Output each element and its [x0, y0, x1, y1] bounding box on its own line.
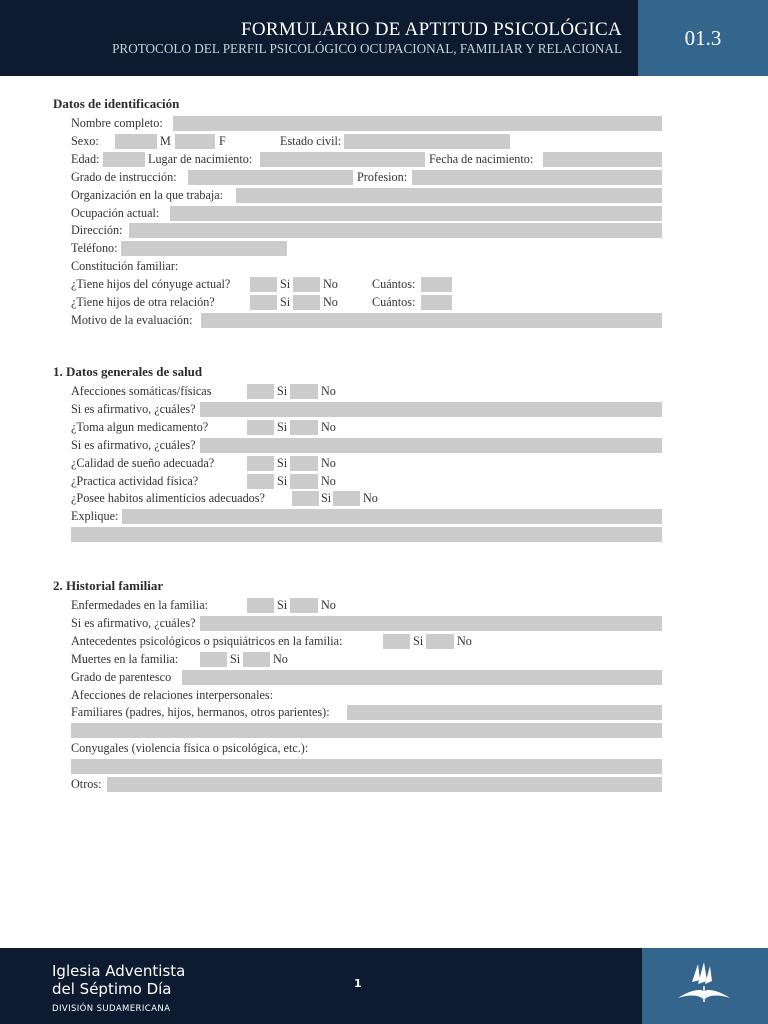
actividad-no-box[interactable]	[290, 474, 318, 489]
nombre-label: Nombre completo:	[71, 116, 163, 130]
sueno-label: ¿Calidad de sueño adecuada?	[71, 456, 215, 470]
antecedentes-no-box[interactable]	[426, 634, 454, 649]
hijos-otra-label: ¿Tiene hijos de otra relación?	[71, 295, 215, 309]
parentesco-field[interactable]	[182, 670, 662, 685]
grado-label: Grado de instrucción:	[71, 170, 177, 184]
muertes-si-box[interactable]	[200, 652, 227, 667]
edad-label: Edad:	[71, 152, 100, 166]
sueno-si-label: Si	[277, 456, 288, 470]
organization-name	[52, 962, 185, 1014]
medicamento-cuales-field[interactable]	[200, 438, 662, 453]
habitos-no-label: No	[363, 491, 378, 505]
telefono-field[interactable]	[121, 241, 287, 256]
hijos-otra-si-label: Si	[280, 295, 291, 309]
familiares-field[interactable]	[347, 705, 662, 720]
direccion-label: Dirección:	[71, 223, 123, 237]
medicamento-cuales-label: Si es afirmativo, ¿cuáles?	[71, 438, 196, 452]
profesion-label: Profesion:	[357, 170, 408, 184]
explique-field-line2[interactable]	[71, 527, 662, 542]
sueno-si-box[interactable]	[247, 456, 274, 471]
afecciones-cuales-field[interactable]	[200, 402, 662, 417]
afecciones-si-label: Si	[277, 384, 288, 398]
enfermedades-si-box[interactable]	[247, 598, 274, 613]
sueno-no-label: No	[321, 456, 336, 470]
motivo-field[interactable]	[201, 313, 662, 328]
explique-label: Explique:	[71, 509, 119, 523]
nombre-field[interactable]	[173, 116, 662, 131]
grado-field[interactable]	[188, 170, 353, 185]
medicamento-si-label: Si	[277, 420, 288, 434]
direccion-field[interactable]	[129, 223, 662, 238]
actividad-si-label: Si	[277, 474, 288, 488]
sexo-label: Sexo:	[71, 134, 99, 148]
otros-field[interactable]	[107, 777, 662, 792]
afecciones-cuales-label: Si es afirmativo, ¿cuáles?	[71, 402, 196, 416]
section-title-salud: 1. Datos generales de salud	[53, 364, 203, 379]
habitos-label: ¿Posee habitos alimenticios adecuados?	[71, 491, 265, 505]
sexo-f-label: F	[219, 134, 226, 148]
hijos-conyuge-cuantos-label: Cuántos:	[372, 277, 416, 291]
org-name-line1: Iglesia Adventista	[52, 962, 186, 980]
hijos-conyuge-no-label: No	[323, 277, 338, 291]
actividad-label: ¿Practica actividad física?	[71, 474, 199, 488]
medicamento-si-box[interactable]	[247, 420, 274, 435]
section-title-familiar: 2. Historial familiar	[53, 578, 164, 593]
logo-panel	[642, 948, 768, 1024]
hijos-conyuge-no-box[interactable]	[293, 277, 320, 292]
antecedentes-label: Antecedentes psicológicos o psiquiátricos en la familia:	[71, 634, 343, 648]
estado-civil-label: Estado civil:	[280, 134, 342, 148]
medicamento-no-box[interactable]	[290, 420, 318, 435]
explique-field[interactable]	[122, 509, 662, 524]
familiares-field-line2[interactable]	[71, 723, 662, 738]
muertes-label: Muertes en la familia:	[71, 652, 179, 666]
constitucion-label: Constitución familiar:	[71, 259, 179, 273]
muertes-no-label: No	[273, 652, 288, 666]
fecha-nacimiento-label: Fecha de nacimiento:	[429, 152, 534, 166]
form-code-badge: 01.3	[638, 0, 768, 76]
estado-civil-field[interactable]	[344, 134, 510, 149]
org-division: DIVISIÓN SUDAMERICANA	[52, 1004, 171, 1014]
form-subtitle: PROTOCOLO DEL PERFIL PSICOLÓGICO OCUPACIONAL, FAMILIAR Y RELACIONAL	[112, 41, 622, 56]
ocupacion-label: Ocupación actual:	[71, 206, 160, 220]
form-title: FORMULARIO DE APTITUD PSICOLÓGICA	[241, 19, 622, 40]
edad-field[interactable]	[103, 152, 145, 167]
sexo-m-box[interactable]	[115, 134, 157, 149]
sueno-no-box[interactable]	[290, 456, 318, 471]
medicamento-no-label: No	[321, 420, 336, 434]
hijos-otra-si-box[interactable]	[250, 295, 277, 310]
enfermedades-si-label: Si	[277, 598, 288, 612]
muertes-si-label: Si	[230, 652, 241, 666]
hijos-otra-cuantos-field[interactable]	[421, 295, 452, 310]
actividad-no-label: No	[321, 474, 336, 488]
adventist-logo-icon	[674, 962, 734, 1008]
antecedentes-si-box[interactable]	[383, 634, 410, 649]
parentesco-label: Grado de parentesco	[71, 670, 172, 684]
habitos-no-box[interactable]	[333, 491, 360, 506]
afecciones-rel-label: Afecciones de relaciones interpersonales:	[71, 688, 274, 702]
page-number: 1	[354, 977, 362, 990]
profesion-field[interactable]	[412, 170, 662, 185]
medicamento-label: ¿Toma algun medicamento?	[71, 420, 209, 434]
org-name-line2: del Séptimo Día	[52, 980, 172, 998]
motivo-label: Motivo de la evaluación:	[71, 313, 193, 327]
enfermedades-cuales-label: Si es afirmativo, ¿cuáles?	[71, 616, 196, 630]
section-title-identificacion: Datos de identificación	[53, 96, 180, 111]
afecciones-no-label: No	[321, 384, 336, 398]
lugar-nacimiento-field[interactable]	[260, 152, 425, 167]
antecedentes-no-label: No	[457, 634, 472, 648]
organizacion-label: Organización en la que trabaja:	[71, 188, 224, 202]
enfermedades-no-box[interactable]	[290, 598, 318, 613]
habitos-si-label: Si	[321, 491, 332, 505]
afecciones-no-box[interactable]	[290, 384, 318, 399]
telefono-label: Teléfono:	[71, 241, 118, 255]
afecciones-si-box[interactable]	[247, 384, 274, 399]
habitos-si-box[interactable]	[292, 491, 319, 506]
fecha-nacimiento-field[interactable]	[543, 152, 662, 167]
enfermedades-cuales-field[interactable]	[200, 616, 662, 631]
otros-label: Otros:	[71, 777, 102, 791]
familiares-label: Familiares (padres, hijos, hermanos, otros parientes):	[71, 705, 330, 719]
hijos-conyuge-si-label: Si	[280, 277, 291, 291]
conyugales-label: Conyugales (violencia física o psicológica, etc.):	[71, 741, 309, 755]
hijos-otra-no-label: No	[323, 295, 338, 309]
ocupacion-field[interactable]	[170, 206, 662, 221]
hijos-otra-cuantos-label: Cuántos:	[372, 295, 416, 309]
hijos-conyuge-cuantos-field[interactable]	[421, 277, 452, 292]
antecedentes-si-label: Si	[413, 634, 424, 648]
sexo-m-label: M	[160, 134, 171, 148]
muertes-no-box[interactable]	[243, 652, 270, 667]
actividad-si-box[interactable]	[247, 474, 274, 489]
hijos-otra-no-box[interactable]	[293, 295, 320, 310]
conyugales-field[interactable]	[71, 759, 662, 774]
hijos-conyuge-label: ¿Tiene hijos del cónyuge actual?	[71, 277, 231, 291]
organizacion-field[interactable]	[236, 188, 662, 203]
sexo-f-box[interactable]	[175, 134, 215, 149]
enfermedades-no-label: No	[321, 598, 336, 612]
hijos-conyuge-si-box[interactable]	[250, 277, 277, 292]
lugar-nacimiento-label: Lugar de nacimiento:	[148, 152, 253, 166]
enfermedades-label: Enfermedades en la familia:	[71, 598, 209, 612]
afecciones-label: Afecciones somáticas/físicas	[71, 384, 212, 398]
